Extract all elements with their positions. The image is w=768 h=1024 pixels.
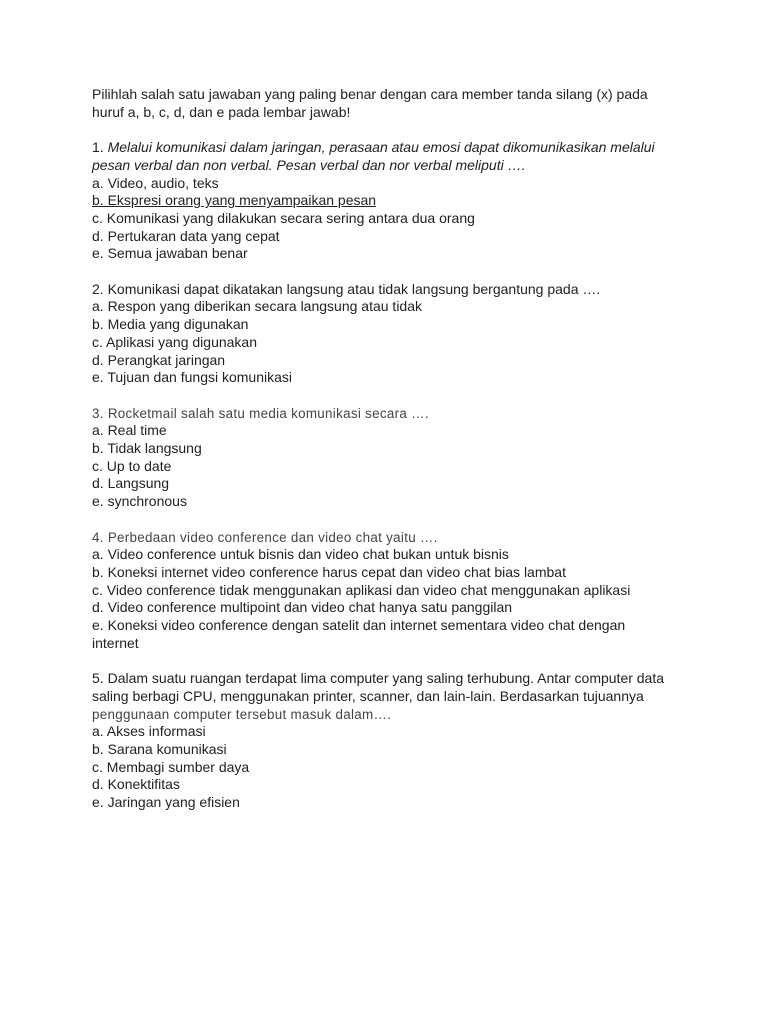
question-number: 4. bbox=[92, 529, 104, 545]
question-2 bbox=[92, 281, 732, 387]
question-number: 2. bbox=[92, 280, 104, 297]
option-b-underlined: b. Ekspresi orang yang menyampaikan pesan bbox=[92, 192, 377, 209]
option-b: b. Koneksi internet video conference harus cepat dan video chat bias lambat bbox=[92, 563, 566, 580]
instruction-line: Pilihlah salah satu jawaban yang paling benar dengan cara member tanda silang (x) pada bbox=[92, 86, 648, 102]
option-e: e. Jaringan yang efisien bbox=[92, 794, 240, 811]
question-number: 5. bbox=[92, 670, 104, 687]
instructions bbox=[92, 86, 732, 121]
question-text: Perbedaan video conference dan video chat yaitu …. bbox=[107, 529, 438, 545]
option-d: d. Perangkat jaringan bbox=[92, 351, 226, 368]
option-a: a. Real time bbox=[92, 422, 167, 439]
option-c: c. Komunikasi yang dilakukan secara sering antara dua orang bbox=[92, 209, 475, 226]
question-number: 1. bbox=[92, 139, 104, 156]
option-b: b. Media yang digunakan bbox=[92, 316, 249, 333]
question-text: Dalam suatu ruangan terdapat lima computer yang saling terhubung. Antar computer data bbox=[107, 670, 665, 687]
option-d: d. Langsung bbox=[92, 475, 170, 492]
option-b: b. Sarana komunikasi bbox=[92, 740, 227, 757]
option-a: a. Video, audio, teks bbox=[92, 174, 219, 191]
option-a: a. Akses informasi bbox=[92, 723, 206, 740]
option-e: e. synchronous bbox=[92, 493, 187, 510]
question-3 bbox=[92, 405, 732, 511]
option-e: e. Koneksi video conference dengan satelit dan internet sementara video chat dengan bbox=[92, 617, 626, 634]
question-text: Melalui komunikasi dalam jaringan, perasaan atau emosi dapat dikomunikasikan melalui bbox=[107, 139, 655, 156]
option-c: c. Membagi sumber daya bbox=[92, 758, 250, 775]
option-c: c. Up to date bbox=[92, 457, 172, 474]
option-d: d. Konektifitas bbox=[92, 776, 180, 793]
option-c: c. Video conference tidak menggunakan aplikasi dan video chat menggunakan aplikasi bbox=[92, 581, 631, 598]
question-text: Rocketmail salah satu media komunikasi secara …. bbox=[107, 405, 429, 421]
question-text: pesan verbal dan non verbal. Pesan verbal dan nor verbal meliputi …. bbox=[92, 156, 526, 173]
question-number: 3. bbox=[92, 405, 104, 421]
option-e-continued: internet bbox=[92, 634, 139, 651]
question-text: saling berbagi CPU, menggunakan printer, scanner, dan lain-lain. Berdasarkan tujuannya bbox=[92, 687, 644, 704]
question-5 bbox=[92, 670, 732, 812]
option-c: c. Aplikasi yang digunakan bbox=[92, 333, 257, 350]
option-a: a. Respon yang diberikan secara langsung atau tidak bbox=[92, 298, 422, 315]
option-d: d. Video conference multipoint dan video chat hanya satu panggilan bbox=[92, 599, 513, 616]
option-e: e. Tujuan dan fungsi komunikasi bbox=[92, 369, 293, 386]
option-d: d. Pertukaran data yang cepat bbox=[92, 227, 280, 244]
question-text: Komunikasi dapat dikatakan langsung atau tidak langsung bergantung pada …. bbox=[107, 280, 601, 297]
instruction-line: huruf a, b, c, d, dan e pada lembar jawab! bbox=[92, 103, 351, 120]
document bbox=[92, 86, 732, 812]
option-e: e. Semua jawaban benar bbox=[92, 245, 248, 262]
question-text: penggunaan computer tersebut masuk dalam…. bbox=[92, 706, 392, 722]
question-1 bbox=[92, 139, 732, 263]
option-a: a. Video conference untuk bisnis dan video chat bukan untuk bisnis bbox=[92, 546, 509, 563]
question-4 bbox=[92, 529, 732, 653]
option-b: b. Tidak langsung bbox=[92, 440, 202, 457]
